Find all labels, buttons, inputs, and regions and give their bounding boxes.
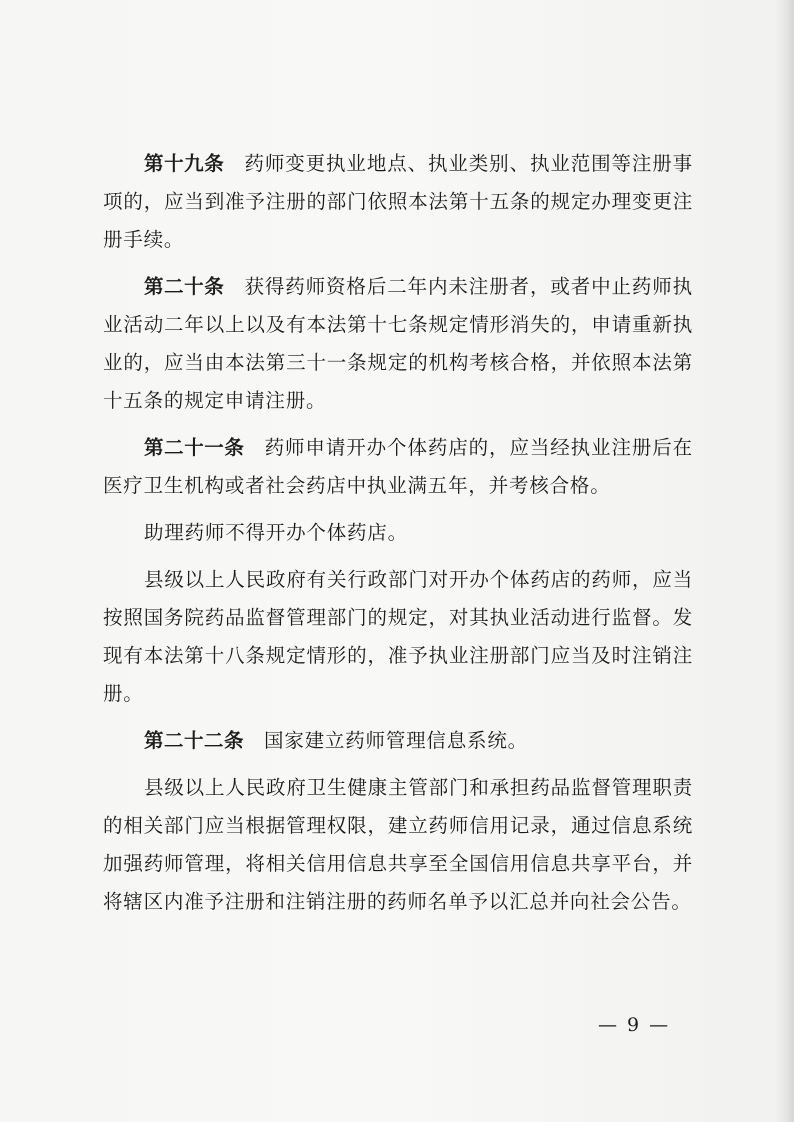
page-number: — 9 —	[598, 1014, 671, 1036]
article-19-label: 第十九条	[144, 152, 225, 175]
article-22-text: 国家建立药师管理信息系统。	[264, 729, 528, 752]
document-body	[103, 145, 693, 930]
article-21-text: 药师申请开办个体药店的，应当经执业注册后在医疗卫生机构或者社会药店中执业满五年，并考核合格。	[103, 436, 693, 497]
article-22-label: 第二十二条	[144, 729, 245, 752]
article-19-text: 药师变更执业地点、执业类别、执业范围等注册事项的，应当到准予注册的部门依照本法第十五条的规定办理变更注册手续。	[103, 152, 693, 251]
article-21-label: 第二十一条	[144, 436, 245, 459]
article-20-text: 获得药师资格后二年内未注册者，或者中止药师执业活动二年以上以及有本法第十七条规定情形消失的，申请重新执业的，应当由本法第三十一条规定的机构考核合格，并依照本法第十五条的规定申请注册。	[103, 275, 693, 412]
article-19	[103, 145, 693, 259]
page-edge-shadow	[776, 0, 794, 1122]
article-20	[103, 268, 693, 420]
article-22	[103, 722, 693, 760]
article-21-paragraph-3: 县级以上人民政府有关行政部门对开办个体药店的药师，应当按照国务院药品监督管理部门的规定，对其执业活动进行监督。发现有本法第十八条规定情形的，准予执业注册部门应当及时注销注册。	[103, 568, 693, 705]
article-20-label: 第二十条	[144, 275, 225, 298]
article-22-paragraph-2: 县级以上人民政府卫生健康主管部门和承担药品监督管理职责的相关部门应当根据管理权限，建立药师信用记录，通过信息系统加强药师管理，将相关信用信息共享至全国信用信息共享平台，并将辖区内准予注册和注销注册的药师名单予以汇总并向社会公告。	[103, 776, 693, 913]
article-21	[103, 429, 693, 505]
article-21-paragraph-2: 助理药师不得开办个体药店。	[144, 521, 408, 544]
